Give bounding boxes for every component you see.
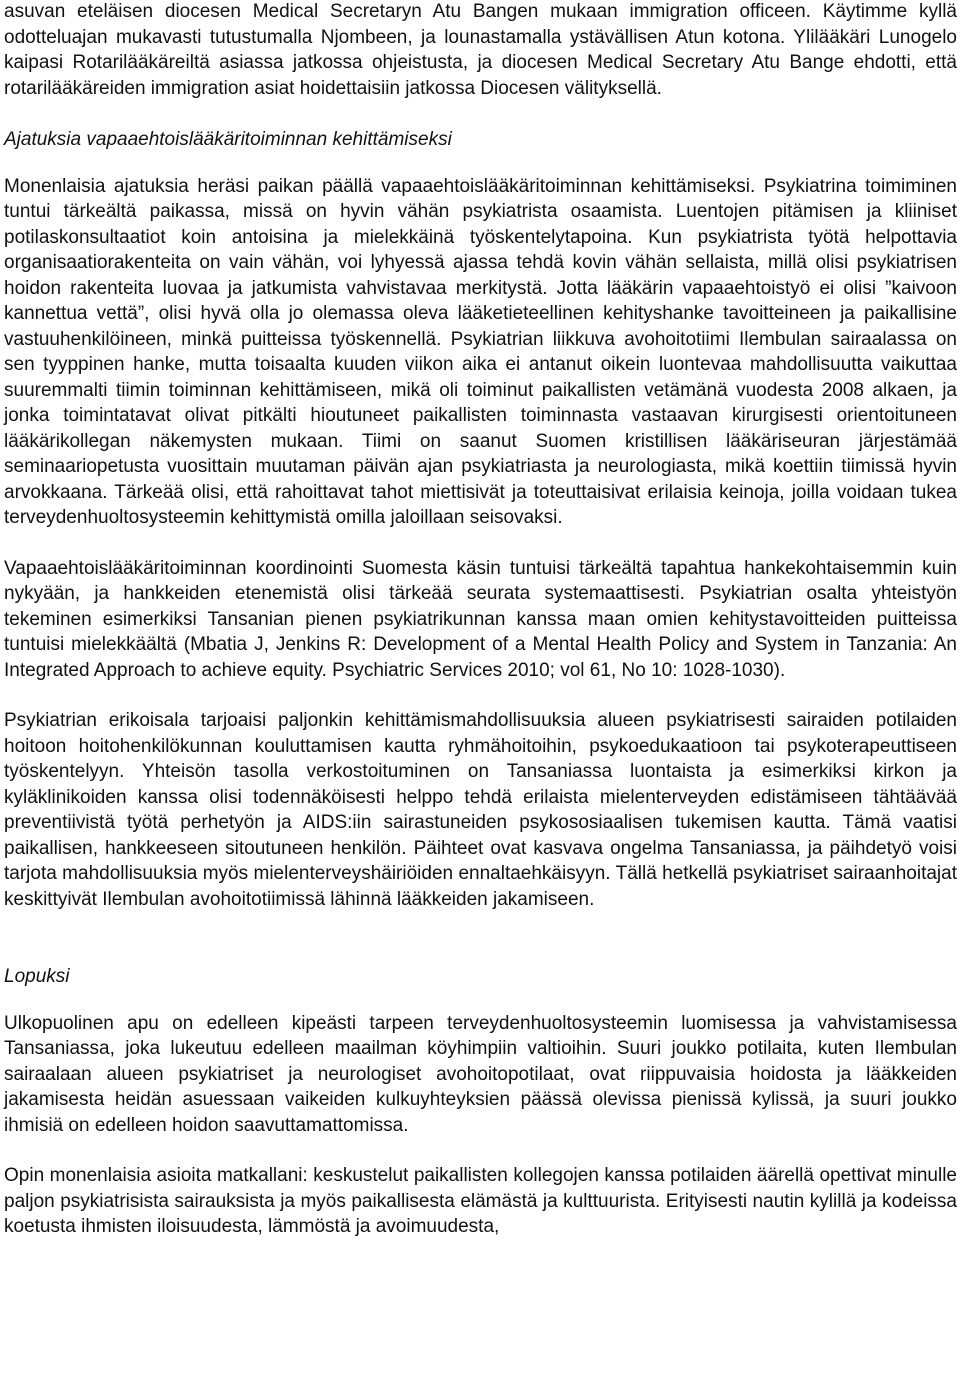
paragraph-spacer	[4, 683, 957, 708]
document-page	[4, 0, 957, 1240]
paragraph-development-ideas: Monenlaisia ajatuksia heräsi paikan päällä vapaaehtoislääkäritoiminnan kehittämiseksi. Psykiatrina toimiminen tuntui tärkeältä paikassa, missä on hyvin vähän psykiatrista osaamista. Luentojen pitämisen ja kliiniset potilaskonsultaatiot koin antoisina ja mielekkäinä työskentelytapoina. Kun psykiatrista työtä helpottavia organisaatiorakenteita on vain vähän, voi lyhyessä ajassa tehdä kovin vähän sellaista, millä olisi psykiatrisen hoidon rakenteita luovaa ja jatkumista vahvistavaa merkitystä. Jotta lääkärin vapaaehtoistyö ei olisi ”kaivoon kannettua vettä”, olisi hyvä olla jo olemassa oleva lääketieteellinen kehityshanke tavoitteineen ja paikallisine vastuuhenkilöineen, minkä puitteissa työskennellä. Psykiatrian liikkuva avohoitotiimi Ilembulan sairaalassa on sen tyyppinen hanke, mutta toisaalta kuuden viikon aika ei antanut oikein luontevaa mahdollisuutta vaikuttaa suuremmalti tiimin toiminnan kehittämiseen, mikä oli toiminut paikallisten vetämänä vuodesta 2008 alkaen, ja jonka toimintatavat olivat pitkälti hioutuneet paikallisten toiminnasta vastaavan kirurgisesti orientoituneen lääkärikollegan näkemysten mukaan. Tiimi on saanut Suomen kristillisen lääkäriseuran järjestämää seminaariopetusta vuosittain muutaman päivän ajan psykiatriasta ja neurologiasta, mikä koettiin tiimissä hyvin arvokkaana. Tärkeää olisi, että rahoittavat tahot miettisivät ja toteuttaisivat erilaisia keinoja, joilla voidaan tukea terveydenhuoltosysteemin kehittymistä omilla jaloillaan seisovaksi.	[4, 175, 957, 528]
paragraph-psychiatry-opportunities: Psykiatrian erikoisala tarjoaisi paljonkin kehittämismahdollisuuksia alueen psykiatrisesti sairaiden potilaiden hoitoon hoitohenkilökunnan kouluttamisen kautta ryhmähoitoihin, psykoedukaatioon tai psykoterapeuttiseen työskentelyyn. Yhteisön tasolla verkostoituminen on Tansaniassa luontaista ja esimerkiksi kirkon ja kyläklinikoiden kanssa olisi todennäköisesti helppo tehdä erilaista mielenterveyden edistämiseen tähtäävää preventiivistä työtä perhetyön ja AIDS:iin sairastuneiden psykososiaalisen tukemisen kautta. Tämä vaatisi paikallisen, hankkeeseen sitoutuneen henkilön. Päihteet ovat kasvava ongelma Tansaniassa, ja päihdetyö voisi tarjota mahdollisuuksia myös mielenterveyshäiriöiden ennaltaehkäisyyn. Tällä hetkellä psykiatriset sairaanhoitajat keskittyivät Ilembulan avohoitotiimissä lähinnä lääkkeiden jakamiseen.	[4, 710, 957, 910]
paragraph-learnings: Opin monenlaisia asioita matkallani: keskustelut paikallisten kollegojen kanssa potilaiden äärellä opettivat minulle paljon psykiatrisista sairauksista ja myös paikallisesta elämästä ja kulttuurista. Erityisesti nautin kylillä ja kodeissa koetusta ihmisten iloisuudesta, lämmöstä ja avoimuudesta,	[4, 1165, 957, 1237]
paragraph-external-help: Ulkopuolinen apu on edelleen kipeästi tarpeen terveydenhuoltosysteemin luomisessa ja vahvistamisessa Tansaniassa, joka lukeutuu edelleen maailman köyhimpiin valtioihin. Suuri joukko potilaita, kuten Ilembulan sairaalaan alueen psykiatriset ja neurologiset avohoitopotilaat, ovat riippuvaisia hoidosta ja lääkkeiden jakamisesta heidän asuessaan vaikeiden kulkuyhteyksien päässä olevissa pienissä kylissä, ja suuri joukko ihmisiä on edelleen hoidon saavuttamattomissa.	[4, 1012, 957, 1136]
paragraph-spacer	[4, 531, 957, 556]
section-heading-ideas: Ajatuksia vapaaehtoislääkäritoiminnan kehittämiseksi	[4, 129, 452, 150]
paragraph-spacer	[4, 990, 957, 1011]
paragraph-spacer	[4, 912, 957, 964]
section-heading-conclusion: Lopuksi	[4, 966, 70, 987]
paragraph-immigration: asuvan eteläisen diocesen Medical Secretaryn Atu Bangen mukaan immigration officeen. Käytimme kyllä odotteluajan mukavasti tutustumalla Njombeen, ja lounastamalla ystävällisen Atun kotona. Ylilääkäri Lunogelo kaipasi Rotarilääkäreiltä asiassa jatkossa ohjeistusta, ja diocesen Medical Secretary Atu Bange ehdotti, että rotarilääkäreiden immigration asiat hoidettaisiin jatkossa Diocesen välityksellä.	[4, 1, 957, 99]
paragraph-spacer	[4, 1138, 957, 1163]
paragraph-spacer	[4, 153, 957, 174]
paragraph-coordination: Vapaaehtoislääkäritoiminnan koordinointi Suomesta käsin tuntuisi tärkeältä tapahtua hankekohtaisemmin kuin nykyään, ja hankkeiden etenemistä olisi tärkeää seurata systemaattisesti. Psykiatrian osalta yhteistyön tekeminen esimerkiksi Tansanian pienen psykiatrikunnan kanssa maan omien kehitystavoitteiden puitteissa tuntuisi mielekkäältä (Mbatia J, Jenkins R: Development of a Mental Health Policy and System in Tanzania: An Integrated Approach to achieve equity. Psychiatric Services 2010; vol 61, No 10: 1028-1030).	[4, 557, 957, 681]
paragraph-spacer	[4, 101, 957, 127]
